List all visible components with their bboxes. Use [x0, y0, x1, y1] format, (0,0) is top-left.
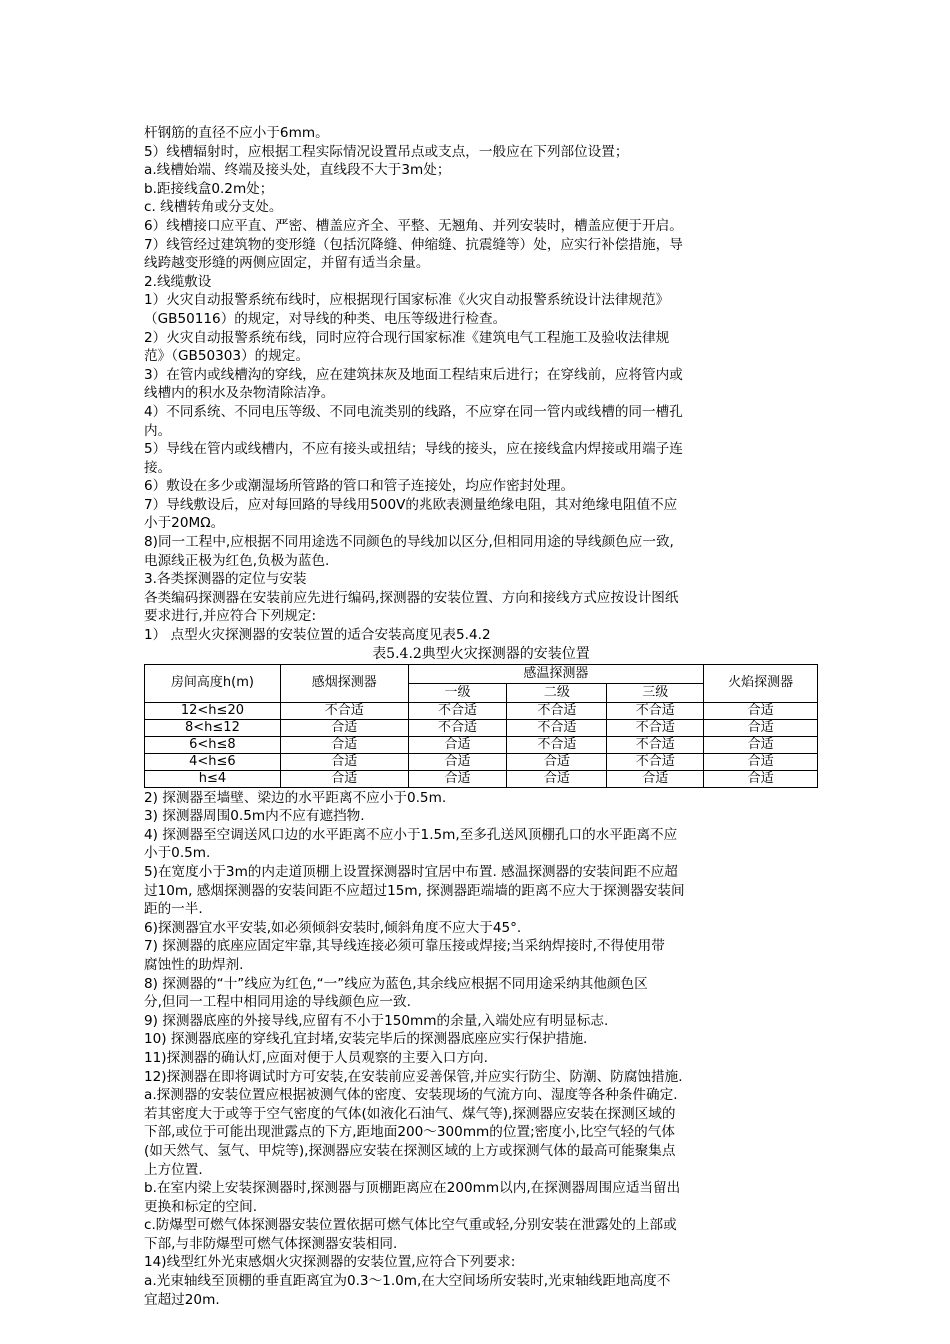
text-line: 6）线槽接口应平直、严密、槽盖应齐全、平整、无翘角、并列安装时，槽盖应便于开启。: [144, 217, 683, 234]
text-line: 10) 探测器底座的穿线孔宜封堵,安装完毕后的探测器底座应实行保护措施.: [144, 1031, 588, 1048]
table-cell: h≤4: [145, 770, 281, 787]
header-flame-detector: 火焰探测器: [704, 664, 818, 702]
table-cell: 不合适: [408, 702, 507, 719]
table-cell: 合适: [280, 719, 408, 736]
text-line: 9) 探测器底座的外接导线,应留有不小于150mm的余量,入端处应有明显标志.: [144, 1012, 609, 1029]
text-line: 12)探测器在即将调试时方可安装,在安装前应妥善保管,并应实行防尘、防潮、防腐蚀措施.: [144, 1068, 683, 1085]
text-line: a.光束轴线至顶棚的垂直距离宜为0.3～1.0m,在大空间场所安装时,光束轴线距地高度不: [144, 1273, 671, 1290]
table-cell: 合适: [507, 770, 607, 787]
table-cell: 不合适: [607, 753, 704, 770]
table-row: [145, 719, 818, 736]
text-line: 要求进行,并应符合下列规定:: [144, 608, 317, 625]
table-body: [145, 702, 818, 787]
text-line: 接。: [144, 459, 172, 476]
text-line: 3.各类探测器的定位与安装: [144, 571, 307, 588]
text-line: 范》（GB50303）的规定。: [144, 348, 310, 365]
text-line: 下部,与非防爆型可燃气体探测器安装相同.: [144, 1235, 398, 1252]
table-row: [145, 753, 818, 770]
table-cell: 合适: [280, 753, 408, 770]
text-line: 5）线槽辐射时，应根据工程实际情况设置吊点或支点，一般应在下列部位设置；: [144, 143, 629, 160]
table-cell: 合适: [704, 702, 818, 719]
text-line: 4) 探测器至空调送风口边的水平距离不应小于1.5m,至多孔送风顶棚孔口的水平距离不应: [144, 826, 678, 843]
header-room-height: 房间高度h(m): [145, 664, 281, 702]
header-heat-detector: 感温探测器: [408, 664, 704, 683]
text-line: 若其密度大于或等于空气密度的气体(如液化石油气、煤气等),探测器应安装在探测区域的: [144, 1105, 676, 1122]
table-cell: 合适: [507, 753, 607, 770]
text-line: 7）导线敷设后，应对每回路的导线用500V的兆欧表测量绝缘电阻，其对绝缘电阻值不应: [144, 496, 678, 513]
text-line: (如天然气、氢气、甲烷等),探测器应安装在探测区域的上方或探测气体的最高可能聚集点: [144, 1142, 676, 1159]
text-line: 上方位置.: [144, 1161, 203, 1178]
table-cell: 4<h≤6: [145, 753, 281, 770]
text-line: 5）导线在管内或线槽内，不应有接头或扭结；导线的接头，应在接线盒内焊接或用端子连: [144, 441, 683, 458]
text-line: a.探测器的安装位置应根据被测气体的密度、安装现场的气流方向、湿度等各种条件确定.: [144, 1087, 678, 1104]
table-cell: 合适: [704, 753, 818, 770]
text-line: 杆钢筋的直径不应小于6mm。: [144, 125, 329, 141]
text-line: 线槽内的积水及杂物清除洁净。: [144, 385, 335, 402]
text-line: 腐蚀性的助焊剂.: [144, 956, 244, 973]
table-cell: 不合适: [607, 702, 704, 719]
text-line: b.在室内梁上安装探测器时,探测器与顶棚距离应在200mm以内,在探测器周围应适当留出: [144, 1180, 681, 1197]
text-line: 3）在管内或线槽沟的穿线，应在建筑抹灰及地面工程结束后进行；在穿线前，应将管内或: [144, 366, 683, 383]
header-level-3: 三级: [607, 683, 704, 702]
table-cell: 合适: [280, 770, 408, 787]
text-line: 4）不同系统、不同电压等级、不同电流类别的线路，不应穿在同一管内或线槽的同一槽孔: [144, 403, 683, 420]
text-line: 过10m, 感烟探测器的安装间距不应超过15m, 探测器距端墙的距离不应大于探测器安装间: [144, 882, 685, 899]
table-cell: 不合适: [408, 719, 507, 736]
text-line: 6）敷设在多少或潮湿场所管路的管口和管子连接处，均应作密封处理。: [144, 478, 575, 495]
text-line: 1）火灾自动报警系统布线时，应根据现行国家标准《火灾自动报警系统设计法律规范》: [144, 292, 670, 309]
table-cell: 不合适: [507, 736, 607, 753]
text-line: 距的一半.: [144, 901, 203, 918]
table-cell: 合适: [408, 736, 507, 753]
table-caption: 表5.4.2典型火灾探测器的安装位置: [372, 645, 590, 662]
table-cell: 合适: [704, 736, 818, 753]
text-line: 电源线正极为红色,负极为蓝色.: [144, 552, 330, 569]
table-cell: 不合适: [507, 719, 607, 736]
header-smoke-detector: 感烟探测器: [280, 664, 408, 702]
text-line: c. 线槽转角或分支处。: [144, 199, 283, 216]
text-line: 下部,或位于可能出现泄露点的下方,距地面200～300mm的位置;密度小,比空气轻的气体: [144, 1124, 675, 1141]
table-cell: 合适: [280, 736, 408, 753]
text-line: 1） 点型火灾探测器的安装位置的适合安装高度见表5.4.2: [144, 627, 491, 644]
table-cell: 不合适: [280, 702, 408, 719]
text-block-top: [144, 124, 818, 645]
text-line: 宜超过20m.: [144, 1291, 220, 1308]
text-line: a.线槽始端、终端及接头处，直线段不大于3m处；: [144, 162, 451, 179]
header-level-1: 一级: [408, 683, 507, 702]
table-cell: 合适: [408, 770, 507, 787]
text-line: 11)探测器的确认灯,应面对便于人员观察的主要入口方向.: [144, 1049, 488, 1066]
text-line: 更换和标定的空间.: [144, 1198, 258, 1215]
table-cell: 合适: [704, 719, 818, 736]
text-line: 6)探测器宜水平安装,如必须倾斜安装时,倾斜角度不应大于45°.: [144, 919, 522, 936]
text-line: 2）火灾自动报警系统布线，同时应符合现行国家标准《建筑电气工程施工及验收法律规: [144, 329, 670, 346]
table-cell: 不合适: [607, 736, 704, 753]
text-line: 2.线缆敷设: [144, 273, 212, 290]
text-line: 5)在宽度小于3m的内走道顶棚上设置探测器时宜居中布置. 感温探测器的安装间距不应超: [144, 864, 678, 880]
text-line: 小于0.5m.: [144, 845, 211, 862]
document-page: [144, 124, 818, 1309]
text-line: 8)同一工程中,应根据不同用途选不同颜色的导线加以区分,但相同用途的导线颜色应一致,: [144, 534, 674, 551]
table-row: [145, 770, 818, 787]
table-cell: 8<h≤12: [145, 719, 281, 736]
table-row: [145, 702, 818, 719]
text-line: 内。: [144, 422, 172, 439]
text-line: 14)线型红外光束感烟火灾探测器的安装位置,应符合下列要求:: [144, 1254, 516, 1271]
table-cell: 6<h≤8: [145, 736, 281, 753]
table-cell: 12<h≤20: [145, 702, 281, 719]
text-line: 8) 探测器的“十”线应为红色,“一”线应为蓝色,其余线应根据不同用途采纳其他颜色区: [144, 975, 648, 992]
table-row: [145, 736, 818, 753]
text-line: 7）线管经过建筑物的变形缝（包括沉降缝、伸缩缝、抗震缝等）处，应实行补偿措施，导: [144, 236, 683, 253]
text-line: 小于20MΩ。: [144, 515, 225, 532]
text-line: 分,但同一工程中相同用途的导线颜色应一致.: [144, 994, 411, 1011]
text-line: 线跨越变形缝的两侧应固定，并留有适当余量。: [144, 255, 430, 272]
table-cell: 合适: [408, 753, 507, 770]
text-line: c.防爆型可燃气体探测器安装位置依据可燃气体比空气重或轻,分别安装在泄露处的上部或: [144, 1217, 677, 1234]
text-line: b.距接线盒0.2m处；: [144, 180, 274, 197]
text-line: 各类编码探测器在安装前应先进行编码,探测器的安装位置、方向和接线方式应按设计图纸: [144, 589, 679, 606]
table-cell: 不合适: [607, 719, 704, 736]
text-line: 2) 探测器至墙壁、梁边的水平距离不应小于0.5m.: [144, 789, 447, 806]
detector-table: [144, 664, 818, 788]
text-line: 7) 探测器的底座应固定牢靠,其导线连接必须可靠压接或焊接;当采纳焊接时,不得使用带: [144, 938, 665, 955]
table-cell: 合适: [607, 770, 704, 787]
table-cell: 不合适: [507, 702, 607, 719]
table-cell: 合适: [704, 770, 818, 787]
text-line: 3) 探测器周围0.5m内不应有遮挡物.: [144, 808, 365, 825]
header-level-2: 二级: [507, 683, 607, 702]
text-line: （GB50116）的规定，对导线的种类、电压等级进行检查。: [144, 310, 507, 327]
text-block-bottom: [144, 789, 818, 1310]
